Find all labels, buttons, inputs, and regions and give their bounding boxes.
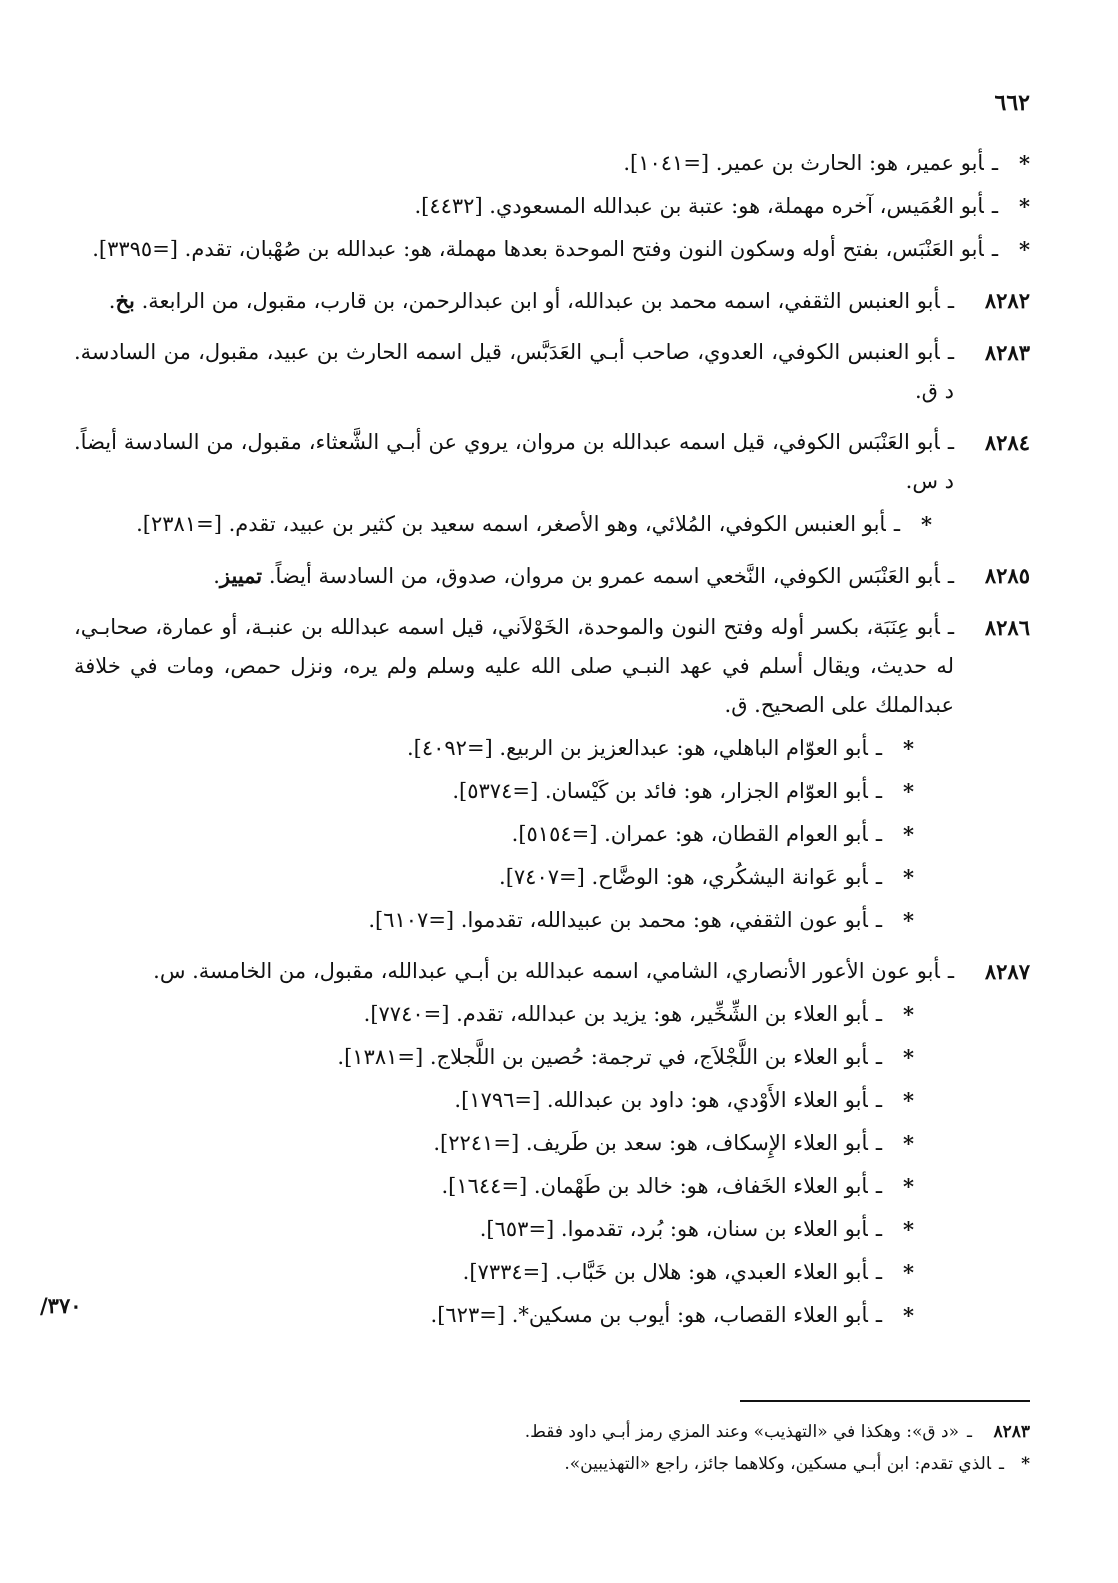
entry-text: أبو العلاء بن سنان، هو: بُرد، تقدموا. [=٦٥٣].: [479, 1217, 868, 1241]
entry-text: أبو العلاء القصاب، هو: أيوب بن مسكين*. [=٦٢٣].: [430, 1303, 868, 1327]
entry-text: أبو العوّام الباهلي، هو: عبدالعزيز بن الربيع. [=٤٠٩٢].: [406, 736, 868, 760]
list-item: ٨٢٨٢ ـأبو العنبس الثقفي، اسمه محمد بن عبدالله، أو ابن عبدالرحمن، بن قارب، مقبول، من الرابعة. بخ.: [74, 281, 1030, 321]
entry-text: أبو العَنْبَس، بفتح أوله وسكون النون وفتح الموحدة بعدها مهملة، هو: عبدالله بن صُهْبان، تقدم. [=٣٣٩٥].: [92, 237, 984, 261]
entry-text: أبو العنبس الكوفي، العدوي، صاحب أبـي العَدَبَّس، قيل اسمه الحارث بن عبيد، مقبول، من السادسة. د ق.: [74, 340, 954, 403]
footnote-text: الذي تقدم: ابن أبـي مسكين، وكلاهما جائز، راجع «التهذيبين».: [564, 1454, 992, 1474]
entry-star: *: [1019, 237, 1030, 262]
entry-star: *: [903, 908, 914, 933]
entry-star: *: [903, 1174, 914, 1199]
entry-text: أبو عَوانة اليشكُري، هو: الوضَّاح. [=٧٤٠٧].: [499, 865, 868, 889]
entry-number: ٨٢٨٣: [984, 340, 1030, 365]
entry-number: ٨٢٨٥: [984, 563, 1030, 588]
entry-text: أبو عِنَبَة، بكسر أوله وفتح النون والموحدة، الخَوْلاَني، قيل اسمه عبدالله بن عنبـة، أو عمارة، صحابـي، له حديث، ويقال أسلم في عهد النبـي صلى الله عليه وسلم ولم يره، ونزل حمص، ومات في خلافة عبدالملك على الصحيح. ق.: [74, 615, 954, 717]
entry-text: أبو العنبس الكوفي، المُلائي، وهو الأصغر، اسمه سعيد بن كثير بن عبيد، تقدم. [=٢٣٨١].: [136, 512, 886, 536]
entry-number: ٨٢٨٧: [984, 959, 1030, 984]
list-item: * ـأبو العلاء بن الشِّخِّير، هو: يزيد بن عبدالله، تقدم. [=٧٧٤٠].: [74, 995, 1030, 1034]
footnote: ٨٢٨٣ ـ«د ق»: وهكذا في «التهذيب» وعند المزي رمز أبـي داود فقط.: [100, 1416, 1030, 1448]
list-item: * ـأبو العلاء الخَفاف، هو: خالد بن طَهْمان. [=١٦٤٤].: [74, 1167, 1030, 1206]
entry-code: تمييز: [219, 563, 263, 588]
entry-star: *: [903, 1260, 914, 1285]
list-item: ٨٢٨٤ ـأبو العَنْبَس الكوفي، قيل اسمه عبدالله بن مروان، يروي عن أبـي الشَّعثاء، مقبول، من السادسة أيضاً. د س.: [74, 423, 1030, 501]
entry-star: *: [903, 1088, 914, 1113]
list-item: * ـأبو العوّام الباهلي، هو: عبدالعزيز بن الربيع. [=٤٠٩٢].: [74, 729, 1030, 768]
entry-text: أبو العلاء الخَفاف، هو: خالد بن طَهْمان. [=١٦٤٤].: [441, 1174, 868, 1198]
footnote-number: ٨٢٨٣: [993, 1422, 1030, 1442]
footnote-text: «د ق»: وهكذا في «التهذيب» وعند المزي رمز أبـي داود فقط.: [524, 1422, 960, 1442]
list-item: * ـأبو العلاء بن سنان، هو: بُرد، تقدموا. [=٦٥٣].: [74, 1210, 1030, 1249]
list-item: * ـأبو العلاء بن اللَّجْلاَج، في ترجمة: حُصين بن اللَّجلاج. [=١٣٨١].: [74, 1038, 1030, 1077]
list-item: * ـأبو العلاء العبدي، هو: هلال بن خَبَّاب. [=٧٣٣٤].: [74, 1253, 1030, 1292]
list-item: * ـأبو العنبس الكوفي، المُلائي، وهو الأصغر، اسمه سعيد بن كثير بن عبيد، تقدم. [=٢٣٨١].: [74, 505, 1030, 544]
margin-page-reference: /٣٧٠: [40, 1293, 82, 1318]
list-item: ٨٢٨٧ ـأبو عون الأعور الأنصاري، الشامي، اسمه عبدالله بن أبـي عبدالله، مقبول، من الخامسة. س.: [74, 952, 1030, 991]
page-number: ٦٦٢: [994, 90, 1030, 116]
footnote-star: *: [1021, 1454, 1030, 1474]
list-item: * ـأبو العَنْبَس، بفتح أوله وسكون النون وفتح الموحدة بعدها مهملة، هو: عبدالله بن صُهْبان، تقدم. [=٣٣٩٥].: [74, 230, 1030, 269]
entry-text: أبو عون الأعور الأنصاري، الشامي، اسمه عبدالله بن أبـي عبدالله، مقبول، من الخامسة. س.: [153, 959, 940, 983]
entry-text: أبو العلاء الأَوْدي، هو: داود بن عبدالله. [=١٧٩٦].: [454, 1088, 868, 1112]
entry-number: ٨٢٨٤: [984, 430, 1030, 455]
entry-star: *: [903, 822, 914, 847]
list-item: ٨٢٨٦ ـأبو عِنَبَة، بكسر أوله وفتح النون والموحدة، الخَوْلاَني، قيل اسمه عبدالله بن عنبـة، أو عمارة، صحابـي، له حديث، ويقال أسلم في عهد النبـي صلى الله عليه وسلم ولم يره، ونزل حمص، ومات في خلافة عبدالملك على الصحيح. ق.: [74, 608, 1030, 725]
entries-list: [74, 144, 1030, 1339]
entry-star: *: [903, 1002, 914, 1027]
entry-star: *: [1019, 151, 1030, 176]
list-item: * ـأبو العلاء الأَوْدي، هو: داود بن عبدالله. [=١٧٩٦].: [74, 1081, 1030, 1120]
entry-star: *: [903, 779, 914, 804]
footnote-divider: [740, 1400, 1030, 1402]
list-item: * ـأبو العلاء القصاب، هو: أيوب بن مسكين*. [=٦٢٣].: [74, 1296, 1030, 1335]
entry-text: أبو العوّام الجزار، هو: فائد بن كَيْسان. [=٥٣٧٤].: [452, 779, 868, 803]
entry-star: *: [903, 1045, 914, 1070]
entry-code: بخ: [115, 288, 135, 313]
list-item: * ـأبو العلاء الإِسكاف، هو: سعد بن طَريف. [=٢٢٤١].: [74, 1124, 1030, 1163]
entry-star: *: [1019, 194, 1030, 219]
entry-star: *: [903, 1303, 914, 1328]
entry-star: *: [903, 1131, 914, 1156]
entry-star: *: [903, 736, 914, 761]
list-item: * ـأبو عمير، هو: الحارث بن عمير. [=١٠٤١].: [74, 144, 1030, 183]
list-item: * ـأبو عون الثقفي، هو: محمد بن عبيدالله، تقدموا. [=٦١٠٧].: [74, 901, 1030, 940]
entry-text: أبو العنبس الثقفي، اسمه محمد بن عبدالله، أو ابن عبدالرحمن، بن قارب، مقبول، من الرابعة.: [141, 289, 940, 313]
list-item: ٨٢٨٣ ـأبو العنبس الكوفي، العدوي، صاحب أبـي العَدَبَّس، قيل اسمه الحارث بن عبيد، مقبول، من السادسة. د ق.: [74, 333, 1030, 411]
entry-text: أبو العُمَيس، آخره مهملة، هو: عتبة بن عبدالله المسعودي. [٤٤٣٢].: [414, 194, 984, 218]
list-item: ٨٢٨٥ ـأبو العَنْبَس الكوفي، النَّخعي اسمه عمرو بن مروان، صدوق، من السادسة أيضاً. تمييز.: [74, 556, 1030, 596]
entry-star: *: [903, 1217, 914, 1242]
entry-text: أبو العَنْبَس الكوفي، قيل اسمه عبدالله بن مروان، يروي عن أبـي الشَّعثاء، مقبول، من السادسة أيضاً. د س.: [74, 430, 954, 493]
entry-text: أبو عمير، هو: الحارث بن عمير. [=١٠٤١].: [623, 151, 984, 175]
entry-star: *: [921, 512, 932, 537]
entry-text: أبو العلاء الإِسكاف، هو: سعد بن طَريف. [=٢٢٤١].: [433, 1131, 868, 1155]
footnote: * ـالذي تقدم: ابن أبـي مسكين، وكلاهما جائز، راجع «التهذيبين».: [100, 1448, 1030, 1480]
entry-text: أبو عون الثقفي، هو: محمد بن عبيدالله، تقدموا. [=٦١٠٧].: [368, 908, 868, 932]
entry-number: ٨٢٨٢: [984, 288, 1030, 313]
entry-text: أبو العَنْبَس الكوفي، النَّخعي اسمه عمرو بن مروان، صدوق، من السادسة أيضاً.: [268, 564, 940, 588]
entry-text: أبو العوام القطان، هو: عمران. [=٥١٥٤].: [511, 822, 868, 846]
list-item: * ـأبو عَوانة اليشكُري، هو: الوضَّاح. [=٧٤٠٧].: [74, 858, 1030, 897]
entry-number: ٨٢٨٦: [984, 615, 1030, 640]
footnotes: [100, 1416, 1030, 1480]
list-item: * ـأبو العوام القطان، هو: عمران. [=٥١٥٤].: [74, 815, 1030, 854]
list-item: * ـأبو العُمَيس، آخره مهملة، هو: عتبة بن عبدالله المسعودي. [٤٤٣٢].: [74, 187, 1030, 226]
entry-text: أبو العلاء العبدي، هو: هلال بن خَبَّاب. [=٧٣٣٤].: [462, 1260, 868, 1284]
entry-text: أبو العلاء بن الشِّخِّير، هو: يزيد بن عبدالله، تقدم. [=٧٧٤٠].: [363, 1002, 868, 1026]
entry-star: *: [903, 865, 914, 890]
list-item: * ـأبو العوّام الجزار، هو: فائد بن كَيْسان. [=٥٣٧٤].: [74, 772, 1030, 811]
entry-text: أبو العلاء بن اللَّجْلاَج، في ترجمة: حُصين بن اللَّجلاج. [=١٣٨١].: [337, 1045, 868, 1069]
